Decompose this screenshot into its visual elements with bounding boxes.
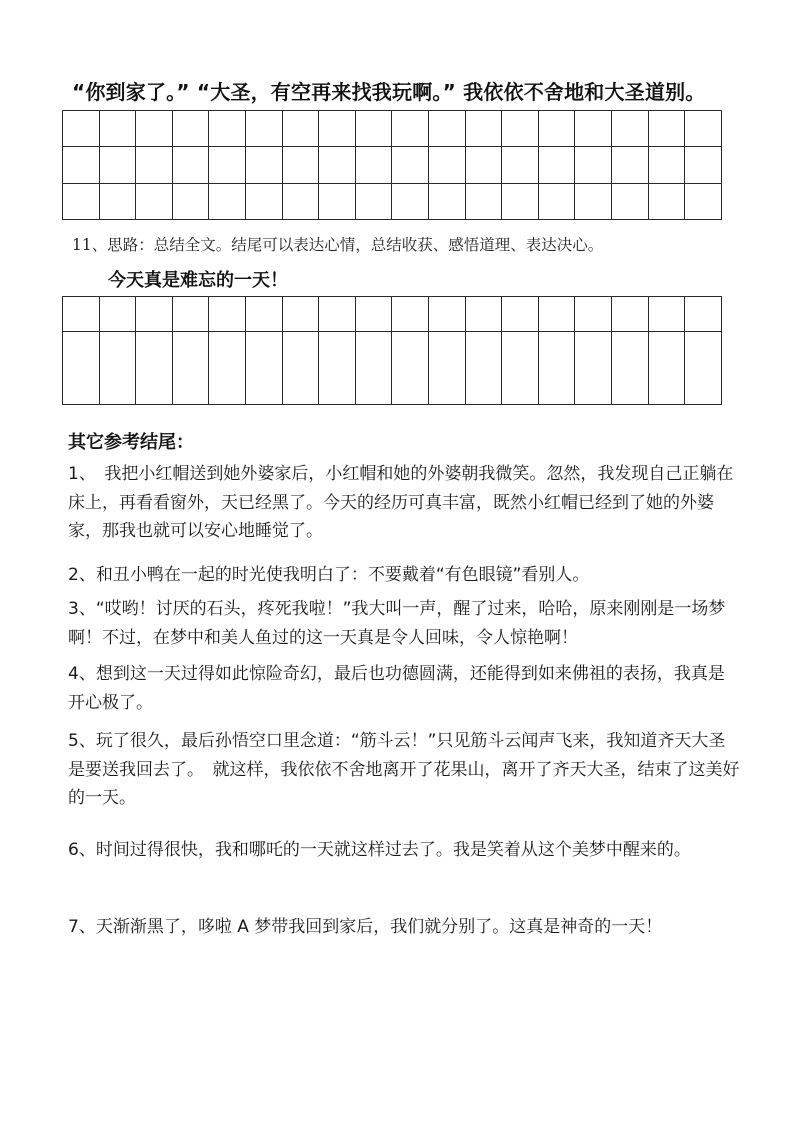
grid-cell <box>538 147 575 183</box>
grid-cell <box>685 147 722 183</box>
reference-item-5: 5、玩了很久，最后孙悟空口里念道：“筋斗云！”只见筋斗云闻声飞来，我知道齐天大圣是要送我回去了。 就这样，我依依不舍地离开了花果山，离开了齐天大圣，结束了这美好的一天。 <box>68 731 740 808</box>
grid-cell <box>245 297 282 332</box>
grid-cell <box>575 147 612 183</box>
grid-cell <box>355 111 392 147</box>
grid-cell <box>465 332 502 405</box>
grid-cell <box>172 111 209 147</box>
grid-1-row <box>63 183 722 219</box>
grid-cell <box>392 297 429 332</box>
grid-cell <box>355 183 392 219</box>
grid-cell <box>428 297 465 332</box>
grid-cell <box>209 332 246 405</box>
grid-cell <box>648 332 685 405</box>
grid-cell <box>611 111 648 147</box>
grid-cell <box>611 332 648 405</box>
grid-cell <box>63 111 100 147</box>
grid-cell <box>172 183 209 219</box>
grid-cell <box>575 183 612 219</box>
grid-cell <box>685 111 722 147</box>
grid-cell <box>282 297 319 332</box>
grid-cell <box>319 147 356 183</box>
grid-cell <box>428 111 465 147</box>
grid-cell <box>99 332 136 405</box>
grid-cell <box>648 147 685 183</box>
grid-1-row <box>63 111 722 147</box>
grid-2-row <box>63 332 722 405</box>
grid-cell <box>465 147 502 183</box>
grid-cell <box>245 183 282 219</box>
grid-cell <box>99 183 136 219</box>
grid-cell <box>282 147 319 183</box>
grid-cell <box>392 147 429 183</box>
grid-cell <box>63 183 100 219</box>
grid-1-row <box>63 147 722 183</box>
grid-cell <box>502 111 539 147</box>
grid-cell <box>538 332 575 405</box>
grid-cell <box>99 111 136 147</box>
grid-cell <box>611 183 648 219</box>
grid-cell <box>245 332 282 405</box>
grid-cell <box>355 332 392 405</box>
grid-cell <box>575 111 612 147</box>
grid-cell <box>428 183 465 219</box>
reference-item-3: 3、“哎哟！讨厌的石头，疼死我啦！”我大叫一声，醒了过来，哈哈，原来刚刚是一场梦啊！不过，在梦中和美人鱼过的这一天真是令人回味，令人惊艳啊！ <box>68 599 726 648</box>
grid-cell <box>392 111 429 147</box>
grid-cell <box>502 147 539 183</box>
grid-cell <box>465 183 502 219</box>
grid-cell <box>648 183 685 219</box>
grid-cell <box>209 297 246 332</box>
grid-cell <box>355 297 392 332</box>
grid-cell <box>685 297 722 332</box>
reference-item-4: 4、想到这一天过得如此惊险奇幻，最后也功德圆满，还能得到如来佛祖的表扬，我真是开心极了。 <box>68 664 725 713</box>
reference-item-1: 1、 我把小红帽送到她外婆家后，小红帽和她的外婆朝我微笑。忽然，我发现自己正躺在床上，再看看窗外，天已经黑了。今天的经历可真丰富，既然小红帽已经到了她的外婆家，那我也就可以安心地睡觉了。 <box>68 464 734 541</box>
grid-cell <box>319 297 356 332</box>
grid-cell <box>648 297 685 332</box>
writing-idea-line: 11、思路：总结全文。结尾可以表达心情，总结收获、感悟道理、表达决心。 <box>72 236 604 254</box>
top-sentence: “你到家了。” “大圣，有空再来找我玩啊。” 我依依不舍地和大圣道别。 <box>72 80 706 104</box>
grid-cell <box>99 147 136 183</box>
grid-2-row <box>63 297 722 332</box>
grid-cell <box>648 111 685 147</box>
grid-cell <box>392 332 429 405</box>
writing-grid-1 <box>62 110 722 220</box>
grid-cell <box>319 332 356 405</box>
reference-item-2: 2、和丑小鸭在一起的时光使我明白了：不要戴着“有色眼镜”看别人。 <box>68 565 590 585</box>
grid-cell <box>209 111 246 147</box>
grid-cell <box>355 147 392 183</box>
grid-cell <box>685 183 722 219</box>
reference-title: 其它参考结尾： <box>68 432 194 453</box>
grid-cell <box>63 147 100 183</box>
grid-cell <box>136 297 173 332</box>
grid-cell <box>611 297 648 332</box>
grid-cell <box>282 111 319 147</box>
grid-cell <box>136 332 173 405</box>
grid-cell <box>172 147 209 183</box>
grid-cell <box>319 183 356 219</box>
grid-cell <box>172 297 209 332</box>
reference-item-7: 7、天渐渐黑了，哆啦 A 梦带我回到家后，我们就分别了。这真是神奇的一天！ <box>68 917 663 937</box>
grid-cell <box>575 332 612 405</box>
grid-cell <box>502 183 539 219</box>
grid-cell <box>428 332 465 405</box>
grid-cell <box>63 332 100 405</box>
reference-item-6: 6、时间过得很快，我和哪吒的一天就这样过去了。我是笑着从这个美梦中醒来的。 <box>68 840 691 860</box>
grid-cell <box>319 111 356 147</box>
grid-cell <box>502 297 539 332</box>
grid-cell <box>392 183 429 219</box>
grid-cell <box>465 297 502 332</box>
grid-cell <box>538 297 575 332</box>
grid-cell <box>245 147 282 183</box>
grid-cell <box>63 297 100 332</box>
grid-cell <box>282 332 319 405</box>
grid-cell <box>575 297 612 332</box>
grid-cell <box>209 147 246 183</box>
grid-cell <box>99 297 136 332</box>
grid-cell <box>245 111 282 147</box>
writing-grid-1-body <box>63 111 722 220</box>
grid-cell <box>611 147 648 183</box>
grid-cell <box>136 111 173 147</box>
grid-cell <box>428 147 465 183</box>
writing-grid-2 <box>62 296 722 405</box>
grid-cell <box>209 183 246 219</box>
grid-cell <box>502 332 539 405</box>
grid-cell <box>685 332 722 405</box>
grid-cell <box>136 183 173 219</box>
grid-cell <box>465 111 502 147</box>
grid-cell <box>538 111 575 147</box>
grid-cell <box>282 183 319 219</box>
grid-cell <box>538 183 575 219</box>
grid-cell <box>136 147 173 183</box>
writing-grid-2-body <box>63 297 722 405</box>
example-sentence: 今天真是难忘的一天！ <box>108 270 288 291</box>
grid-cell <box>172 332 209 405</box>
